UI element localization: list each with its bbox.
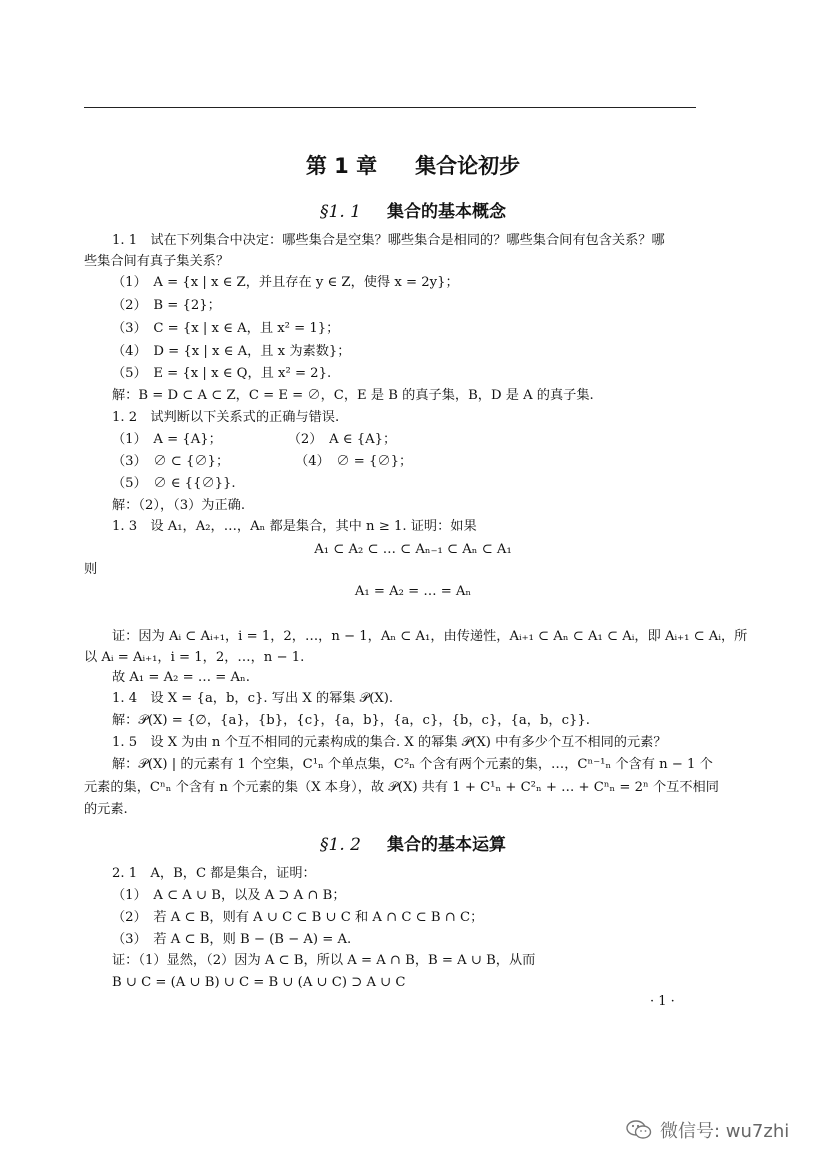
section-heading-1-1 <box>0 197 826 222</box>
problem-1-2-text: 1. 2 试判断以下关系式的正确与错误. <box>112 410 340 425</box>
item-line: （3） C = {x | x ∈ A，且 x² = 1}； <box>112 321 340 336</box>
item-line: （3） 若 A ⊂ B，则 B − (B − A) = A. <box>112 932 352 947</box>
proof-line: 证：（1）显然，（2）因为 A ⊂ B，所以 A = A ∩ B，B = A ∪ B，从而 <box>112 953 536 968</box>
proof-line-cont: 以 Aᵢ = Aᵢ₊₁，i = 1，2，…，n − 1. <box>84 650 305 665</box>
page-number: · 1 · <box>650 994 675 1009</box>
solution-line: 解：B = D ⊂ A ⊂ Z，C = E = ∅，C，E 是 B 的真子集，B，D 是 A 的真子集. <box>112 388 594 403</box>
wechat-icon <box>626 1119 652 1141</box>
solution-line: 解：（2），（3）为正确. <box>112 498 246 513</box>
item-line: （2） B = {2}； <box>112 298 221 313</box>
text-line: 则 <box>84 562 98 577</box>
item-line: （5） E = {x | x ∈ Q，且 x² = 2}. <box>112 366 332 381</box>
problem-1-1-text: 1. 1 试在下列集合中决定：哪些集合是空集？哪些集合是相同的？哪些集合间有包含关系？哪 <box>112 233 665 248</box>
header-rule <box>84 107 696 108</box>
item-line: （5） ∅ ∈ {{∅}}. <box>112 476 236 491</box>
problem-1-3-text: 1. 3 设 A₁，A₂，…，Aₙ 都是集合，其中 n ≥ 1. 证明：如果 <box>112 519 477 534</box>
chapter-heading <box>0 150 826 180</box>
item-line: （4） D = {x | x ∈ A，且 x 为素数}； <box>112 344 351 359</box>
item-line: （1） A ⊂ A ∪ B，以及 A ⊃ A ∩ B； <box>112 888 346 903</box>
problem-1-5-text: 1. 5 设 X 为由 n 个互不相同的元素构成的集合. X 的幂集 𝒫(X) 中有多少个互不相同的元素？ <box>112 735 667 750</box>
solution-line: 解：𝒫(X) = {∅，{a}，{b}，{c}，{a，b}，{a，c}，{b，c}，{a，b，c}}. <box>112 713 590 728</box>
solution-line-cont: 的元素. <box>84 802 128 817</box>
problem-1-1-text-cont: 些集合间有真子集关系？ <box>84 254 230 269</box>
item-line: （2） 若 A ⊂ B，则有 A ∪ C ⊂ B ∪ C 和 A ∩ C ⊂ B ∩ C； <box>112 910 484 925</box>
item-line: （3） ∅ ⊂ {∅}； （4） ∅ = {∅}； <box>112 454 413 469</box>
display-formula: A₁ = A₂ = … = Aₙ <box>354 584 472 599</box>
watermark <box>626 1117 789 1143</box>
section-number: §1. 2 <box>320 835 361 855</box>
section-heading-1-2 <box>0 830 826 855</box>
watermark-text: 微信号: wu7zhi <box>660 1121 790 1142</box>
display-formula: A₁ ⊂ A₂ ⊂ … ⊂ Aₙ₋₁ ⊂ Aₙ ⊂ A₁ <box>314 542 512 557</box>
section-title: 集合的基本运算 <box>386 835 506 855</box>
problem-1-4-text: 1. 4 设 X = {a，b，c}. 写出 X 的幂集 𝒫(X). <box>112 691 394 706</box>
solution-line-cont: 元素的集，Cⁿₙ 个含有 n 个元素的集（X 本身），故 𝒫(X) 共有 1 + C¹ₙ + C²ₙ + … + Cⁿₙ = 2ⁿ 个互不相同 <box>84 780 719 795</box>
item-line: （1） A = {A}； （2） A ∈ {A}； <box>112 432 397 447</box>
problem-2-1-text: 2. 1 A，B，C 都是集合，证明： <box>112 866 316 881</box>
chapter-title: 集合论初步 <box>415 154 521 178</box>
proof-formula: B ∪ C = (A ∪ B) ∪ C = B ∪ (A ∪ C) ⊃ A ∪ C <box>112 975 406 990</box>
item-line: （1） A = {x | x ∈ Z，并且存在 y ∈ Z，使得 x = 2y}； <box>112 275 459 290</box>
section-title: 集合的基本概念 <box>386 202 506 222</box>
proof-line: 故 A₁ = A₂ = … = Aₙ. <box>112 670 250 685</box>
proof-line: 证：因为 Aᵢ ⊂ Aᵢ₊₁，i = 1，2，…，n − 1，Aₙ ⊂ A₁，由传递性，Aᵢ₊₁ ⊂ Aₙ ⊂ A₁ ⊂ Aᵢ，即 Aᵢ₊₁ ⊂ Aᵢ，所 <box>112 629 748 644</box>
section-number: §1. 1 <box>320 202 361 222</box>
solution-line: 解：𝒫(X) | 的元素有 1 个空集，C¹ₙ 个单点集，C²ₙ 个含有两个元素的集，…，Cⁿ⁻¹ₙ 个含有 n − 1 个 <box>112 757 713 772</box>
chapter-label: 第 1 章 <box>305 154 378 178</box>
